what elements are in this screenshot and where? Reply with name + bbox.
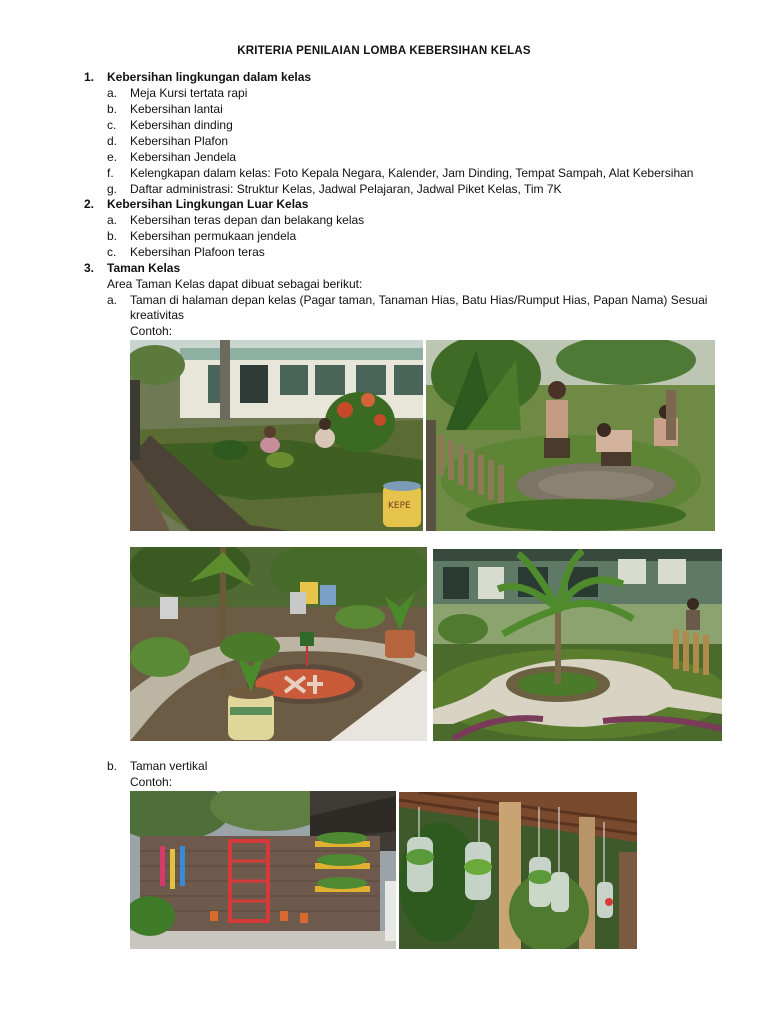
item-letter: g. xyxy=(107,182,118,196)
item-text: Taman vertikal xyxy=(130,759,208,773)
item-text-continuation: kreativitas xyxy=(130,308,185,322)
section-heading-2: Kebersihan Lingkungan Luar Kelas xyxy=(107,197,309,211)
page-title: KRITERIA PENILAIAN LOMBA KEBERSIHAN KELAS xyxy=(237,45,531,57)
pot-label: KEPE xyxy=(388,501,411,511)
item-letter: b. xyxy=(107,229,118,243)
item-letter: a. xyxy=(107,86,118,100)
section-heading-1: Kebersihan lingkungan dalam kelas xyxy=(107,70,312,84)
item-text: Meja Kursi tertata rapi xyxy=(130,86,248,100)
item-letter: b. xyxy=(107,102,118,116)
section-heading-3: Taman Kelas xyxy=(107,261,181,275)
vertical-garden-photo-2 xyxy=(399,792,637,949)
item-letter: a. xyxy=(107,293,118,307)
garden-photo-front-1 xyxy=(130,340,423,531)
item-text: Kebersihan teras depan dan belakang kelas xyxy=(130,213,365,227)
item-letter: a. xyxy=(107,213,118,227)
garden-photo-front-4 xyxy=(433,549,722,741)
vertical-garden-photo-1 xyxy=(130,791,396,949)
item-letter: d. xyxy=(107,134,118,148)
item-letter: f. xyxy=(107,166,114,180)
example-label: Contoh: xyxy=(130,324,173,338)
item-text: Kelengkapan dalam kelas: Foto Kepala Negara, Kalender, Jam Dinding, Tempat Sampah, Alat Kebersihan xyxy=(130,166,694,180)
section-number-2: 2. xyxy=(84,197,95,211)
section-number-1: 1. xyxy=(84,70,95,84)
item-text: Taman di halaman depan kelas (Pagar taman, Tanaman Hias, Batu Hias/Rumput Hias, Papan Nama) Sesuai xyxy=(130,293,708,307)
garden-photo-front-2 xyxy=(426,340,715,531)
item-letter: b. xyxy=(107,759,118,773)
item-text: Kebersihan Jendela xyxy=(130,150,237,164)
example-label: Contoh: xyxy=(130,775,173,789)
item-letter: c. xyxy=(107,118,117,132)
item-text: Kebersihan Plafoon teras xyxy=(130,245,265,259)
item-letter: c. xyxy=(107,245,117,259)
item-text: Daftar administrasi: Struktur Kelas, Jadwal Pelajaran, Jadwal Piket Kelas, Tim 7K xyxy=(130,182,562,196)
section-number-3: 3. xyxy=(84,261,95,275)
garden-photo-front-3 xyxy=(130,547,427,741)
item-text: Kebersihan dinding xyxy=(130,118,233,132)
item-text: Kebersihan lantai xyxy=(130,102,223,116)
section-intro: Area Taman Kelas dapat dibuat sebagai berikut: xyxy=(107,277,363,291)
item-letter: e. xyxy=(107,150,118,164)
item-text: Kebersihan Plafon xyxy=(130,134,229,148)
item-text: Kebersihan permukaan jendela xyxy=(130,229,297,243)
